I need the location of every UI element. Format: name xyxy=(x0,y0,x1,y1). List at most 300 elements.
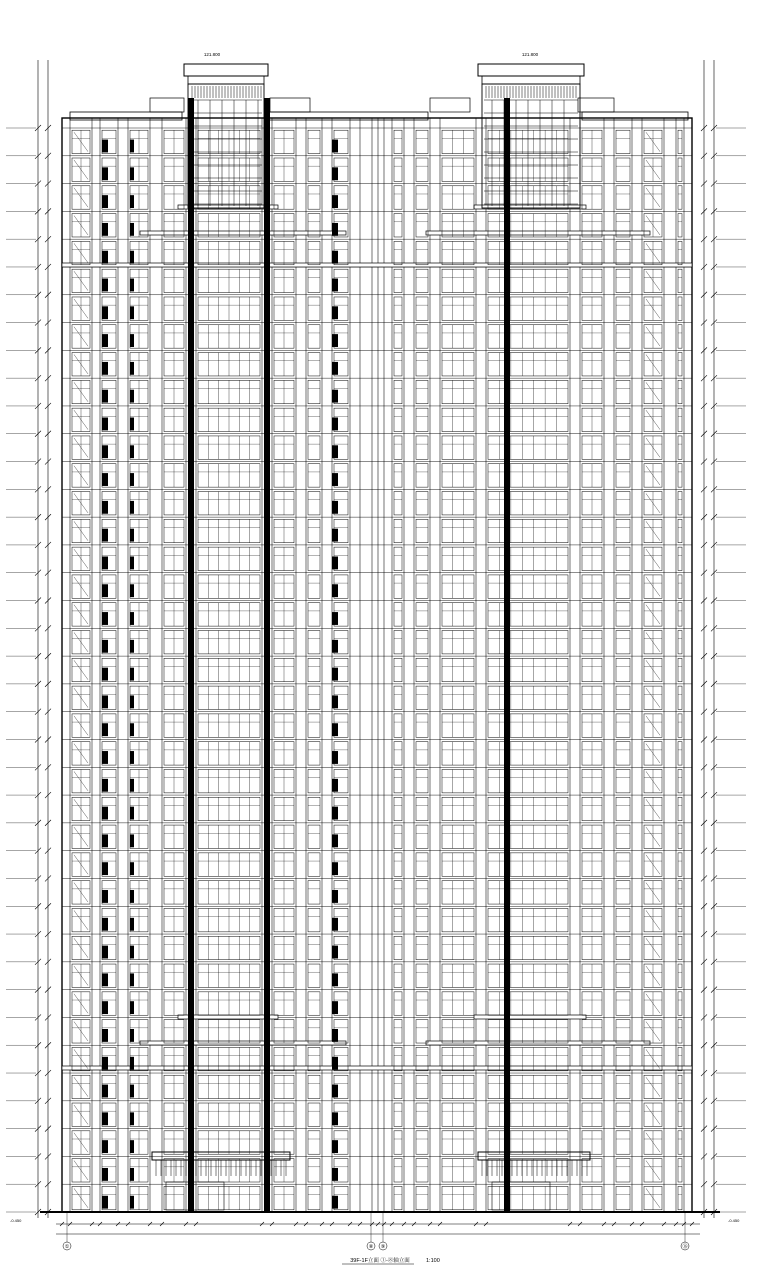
window-frame xyxy=(394,297,402,320)
dark-panel xyxy=(130,751,134,764)
window-frame xyxy=(394,1103,402,1126)
window-frame xyxy=(394,825,402,848)
window-frame xyxy=(416,130,428,153)
window-frame xyxy=(678,325,682,348)
window-frame xyxy=(488,1020,568,1043)
window-frame xyxy=(442,241,474,264)
window-frame xyxy=(308,547,320,570)
window-frame xyxy=(308,908,320,931)
dark-panel xyxy=(102,612,108,625)
window-frame xyxy=(442,1020,474,1043)
window-frame xyxy=(678,519,682,542)
window-frame xyxy=(394,714,402,737)
window-frame xyxy=(416,1103,428,1126)
dark-panel xyxy=(130,1029,134,1042)
axis-marker-8 xyxy=(367,1242,375,1250)
window-frame xyxy=(394,547,402,570)
window-frame xyxy=(442,853,474,876)
building-structure xyxy=(62,98,692,1212)
window-frame xyxy=(616,1103,630,1126)
window-frame xyxy=(678,881,682,904)
window-frame xyxy=(442,742,474,765)
dark-panel xyxy=(332,167,338,180)
dark-panel xyxy=(102,946,108,959)
window-frame xyxy=(678,436,682,459)
window-frame xyxy=(488,1103,568,1126)
window-frame xyxy=(488,408,568,431)
window-frame xyxy=(678,908,682,931)
dark-panel xyxy=(102,862,108,875)
dark-panel xyxy=(332,834,338,847)
dark-panel xyxy=(332,1029,338,1042)
dark-panel xyxy=(130,362,134,375)
roof-box-1 xyxy=(150,98,184,112)
window-frame xyxy=(616,992,630,1015)
window-frame xyxy=(616,269,630,292)
window-frame xyxy=(394,1075,402,1098)
window-frame xyxy=(416,547,428,570)
window-frame xyxy=(308,436,320,459)
window-frame xyxy=(616,130,630,153)
window-frame xyxy=(442,964,474,987)
dark-panel xyxy=(332,751,338,764)
dark-panel xyxy=(102,334,108,347)
ground-elevation-right: -0.450 xyxy=(728,1218,740,1223)
window-frame xyxy=(442,797,474,820)
window-frame xyxy=(308,380,320,403)
dark-panel xyxy=(332,779,338,792)
window-frame xyxy=(616,186,630,209)
window-frame xyxy=(442,436,474,459)
crown-left xyxy=(184,64,268,208)
window-frame xyxy=(678,130,682,153)
dark-panel xyxy=(102,279,108,292)
dark-panel xyxy=(130,973,134,986)
window-frame xyxy=(394,1159,402,1182)
window-frame xyxy=(488,1075,568,1098)
window-frame xyxy=(416,769,428,792)
dark-panel xyxy=(102,890,108,903)
dark-panel xyxy=(332,584,338,597)
dark-panel xyxy=(130,918,134,931)
dark-panel xyxy=(130,695,134,708)
window-frame xyxy=(416,575,428,598)
window-frame xyxy=(394,269,402,292)
window-grid xyxy=(72,130,682,1210)
dark-panel xyxy=(332,334,338,347)
window-frame xyxy=(416,714,428,737)
dark-panel xyxy=(130,1168,134,1181)
drawing-title: 39F-1F立面 ①-⑧轴立面 xyxy=(350,1258,410,1264)
drawing-title-block xyxy=(342,1256,440,1264)
window-frame xyxy=(678,742,682,765)
roof-box-2 xyxy=(270,98,310,112)
window-frame xyxy=(416,158,428,181)
window-frame xyxy=(442,464,474,487)
window-frame xyxy=(442,547,474,570)
dark-panel xyxy=(130,668,134,681)
window-frame xyxy=(616,464,630,487)
window-frame xyxy=(308,742,320,765)
dark-panel xyxy=(332,1085,338,1098)
window-frame xyxy=(678,269,682,292)
window-frame xyxy=(394,519,402,542)
dark-panel xyxy=(130,223,134,236)
window-frame xyxy=(394,241,402,264)
dark-panel xyxy=(102,306,108,319)
window-frame xyxy=(678,658,682,681)
belt-band xyxy=(62,1066,692,1070)
window-frame xyxy=(678,380,682,403)
window-frame xyxy=(442,769,474,792)
window-frame xyxy=(488,1186,568,1209)
dark-panel xyxy=(332,362,338,375)
window-frame xyxy=(442,353,474,376)
window-frame xyxy=(442,325,474,348)
window-frame xyxy=(442,408,474,431)
window-frame xyxy=(442,519,474,542)
belt-band xyxy=(474,1015,586,1019)
window-frame xyxy=(416,380,428,403)
window-frame xyxy=(308,325,320,348)
dark-panel xyxy=(102,1029,108,1042)
window-frame xyxy=(488,353,568,376)
dark-panel xyxy=(130,556,134,569)
window-frame xyxy=(416,742,428,765)
window-frame xyxy=(416,464,428,487)
window-frame xyxy=(394,881,402,904)
dark-panel xyxy=(102,668,108,681)
window-frame xyxy=(442,1131,474,1154)
axis-marker-1 xyxy=(63,1242,71,1250)
window-frame xyxy=(308,797,320,820)
dark-panel xyxy=(130,195,134,208)
window-frame xyxy=(416,964,428,987)
dark-panel xyxy=(332,473,338,486)
dark-panel xyxy=(130,390,134,403)
window-frame xyxy=(488,936,568,959)
dark-panel xyxy=(332,946,338,959)
dark-panel xyxy=(332,529,338,542)
window-frame xyxy=(308,603,320,626)
dark-panel xyxy=(332,195,338,208)
window-frame xyxy=(678,353,682,376)
roof-box-3 xyxy=(430,98,470,112)
dark-panel xyxy=(102,473,108,486)
window-frame xyxy=(488,769,568,792)
window-frame xyxy=(308,1075,320,1098)
window-frame xyxy=(488,1159,568,1182)
window-frame xyxy=(394,492,402,515)
window-frame xyxy=(488,992,568,1015)
window-frame xyxy=(308,186,320,209)
dark-panel xyxy=(332,1140,338,1153)
window-frame xyxy=(488,631,568,654)
dark-panel xyxy=(130,723,134,736)
window-frame xyxy=(678,186,682,209)
dark-panel xyxy=(102,362,108,375)
dark-panel xyxy=(130,779,134,792)
dark-panel xyxy=(332,279,338,292)
parapet-right xyxy=(582,112,688,120)
dark-panel xyxy=(102,1085,108,1098)
window-frame xyxy=(416,797,428,820)
window-frame xyxy=(394,158,402,181)
dark-panel xyxy=(130,1140,134,1153)
window-frame xyxy=(488,380,568,403)
window-frame xyxy=(308,241,320,264)
dimension-lines xyxy=(6,60,746,1242)
dark-panel xyxy=(102,751,108,764)
window-frame xyxy=(416,1186,428,1209)
window-frame xyxy=(488,853,568,876)
window-frame xyxy=(308,1131,320,1154)
window-frame xyxy=(442,130,474,153)
window-frame xyxy=(488,241,568,264)
window-frame xyxy=(442,575,474,598)
dark-panel xyxy=(130,946,134,959)
core-strip xyxy=(264,98,270,1212)
window-frame xyxy=(394,380,402,403)
window-frame xyxy=(678,603,682,626)
window-frame xyxy=(308,881,320,904)
window-frame xyxy=(416,353,428,376)
window-frame xyxy=(616,631,630,654)
dark-panel xyxy=(130,807,134,820)
window-frame xyxy=(442,603,474,626)
window-frame xyxy=(678,936,682,959)
dark-panel xyxy=(130,529,134,542)
window-frame xyxy=(308,158,320,181)
belt-band xyxy=(426,231,650,235)
window-frame xyxy=(678,1075,682,1098)
dark-panel xyxy=(332,390,338,403)
window-frame xyxy=(308,1103,320,1126)
window-frame xyxy=(488,908,568,931)
window-frame xyxy=(442,186,474,209)
window-frame xyxy=(308,769,320,792)
window-frame xyxy=(488,603,568,626)
dark-panel xyxy=(102,1196,108,1209)
window-frame xyxy=(616,547,630,570)
dark-panel xyxy=(130,501,134,514)
window-frame xyxy=(488,714,568,737)
dark-panel xyxy=(332,973,338,986)
dark-panel xyxy=(102,1001,108,1014)
window-frame xyxy=(488,492,568,515)
svg-text:⑨: ⑨ xyxy=(380,1244,386,1250)
window-frame xyxy=(416,992,428,1015)
dark-panel xyxy=(332,556,338,569)
window-frame xyxy=(416,186,428,209)
window-frame xyxy=(416,908,428,931)
window-frame xyxy=(394,130,402,153)
dark-panel xyxy=(102,251,108,264)
window-frame xyxy=(416,519,428,542)
dark-panel xyxy=(102,390,108,403)
core-strip xyxy=(188,98,194,1212)
window-frame xyxy=(442,1186,474,1209)
window-frame xyxy=(488,325,568,348)
window-frame xyxy=(678,853,682,876)
dark-panel xyxy=(332,1112,338,1125)
window-frame xyxy=(678,158,682,181)
window-frame xyxy=(488,575,568,598)
ground-elevation-left: -0.450 xyxy=(10,1218,22,1223)
window-frame xyxy=(616,325,630,348)
window-frame xyxy=(308,631,320,654)
window-frame xyxy=(416,853,428,876)
window-frame xyxy=(308,492,320,515)
dark-panel xyxy=(102,223,108,236)
window-frame xyxy=(308,658,320,681)
dark-panel xyxy=(332,612,338,625)
window-frame xyxy=(616,492,630,515)
window-frame xyxy=(678,992,682,1015)
window-frame xyxy=(678,769,682,792)
window-frame xyxy=(616,1186,630,1209)
window-frame xyxy=(616,297,630,320)
window-frame xyxy=(416,881,428,904)
window-frame xyxy=(394,742,402,765)
dark-panel xyxy=(102,779,108,792)
window-frame xyxy=(416,936,428,959)
window-frame xyxy=(616,936,630,959)
window-frame xyxy=(488,881,568,904)
window-frame xyxy=(442,269,474,292)
dark-panel xyxy=(332,1168,338,1181)
window-frame xyxy=(488,742,568,765)
window-frame xyxy=(308,714,320,737)
dark-panel xyxy=(130,473,134,486)
window-frame xyxy=(416,603,428,626)
dark-panel xyxy=(332,890,338,903)
dark-panel xyxy=(332,306,338,319)
window-frame xyxy=(488,825,568,848)
window-frame xyxy=(616,241,630,264)
window-frame xyxy=(308,269,320,292)
window-frame xyxy=(394,408,402,431)
window-frame xyxy=(678,686,682,709)
window-frame xyxy=(616,436,630,459)
window-frame xyxy=(394,908,402,931)
window-frame xyxy=(616,408,630,431)
window-frame xyxy=(394,325,402,348)
window-frame xyxy=(416,658,428,681)
window-frame xyxy=(416,1159,428,1182)
window-frame xyxy=(488,797,568,820)
window-frame xyxy=(308,575,320,598)
roof-box-4 xyxy=(578,98,614,112)
window-frame xyxy=(416,436,428,459)
dark-panel xyxy=(102,918,108,931)
window-frame xyxy=(308,464,320,487)
window-frame xyxy=(308,1020,320,1043)
dark-panel xyxy=(130,306,134,319)
dark-panel xyxy=(130,1001,134,1014)
window-frame xyxy=(616,1159,630,1182)
window-frame xyxy=(488,1131,568,1154)
window-frame xyxy=(678,1020,682,1043)
dark-panel xyxy=(102,140,108,153)
window-frame xyxy=(616,603,630,626)
window-frame xyxy=(308,408,320,431)
window-frame xyxy=(308,936,320,959)
window-frame xyxy=(394,936,402,959)
window-frame xyxy=(442,908,474,931)
window-frame xyxy=(678,631,682,654)
dark-panel xyxy=(332,668,338,681)
window-frame xyxy=(678,1186,682,1209)
window-frame xyxy=(678,1131,682,1154)
window-frame xyxy=(616,658,630,681)
window-frame xyxy=(488,464,568,487)
dark-panel xyxy=(130,1085,134,1098)
window-frame xyxy=(488,519,568,542)
dark-panel xyxy=(102,167,108,180)
window-frame xyxy=(394,853,402,876)
dark-panel xyxy=(102,1168,108,1181)
dark-panel xyxy=(332,807,338,820)
window-frame xyxy=(394,631,402,654)
dark-panel xyxy=(332,445,338,458)
window-frame xyxy=(442,380,474,403)
dark-panel xyxy=(102,723,108,736)
window-frame xyxy=(488,297,568,320)
svg-text:①: ① xyxy=(64,1244,70,1250)
window-frame xyxy=(308,353,320,376)
window-frame xyxy=(442,492,474,515)
window-frame xyxy=(678,575,682,598)
window-frame xyxy=(394,658,402,681)
window-frame xyxy=(616,964,630,987)
dark-panel xyxy=(130,890,134,903)
dark-panel xyxy=(130,140,134,153)
dark-panel xyxy=(332,918,338,931)
window-frame xyxy=(394,603,402,626)
window-frame xyxy=(488,436,568,459)
window-frame xyxy=(678,214,682,237)
window-frame xyxy=(678,714,682,737)
dark-panel xyxy=(130,612,134,625)
roof-elevation-left: 121.800 xyxy=(203,52,221,57)
window-frame xyxy=(394,992,402,1015)
window-frame xyxy=(416,686,428,709)
dark-panel xyxy=(102,584,108,597)
window-frame xyxy=(678,297,682,320)
window-frame xyxy=(416,1075,428,1098)
dark-panel xyxy=(102,556,108,569)
window-frame xyxy=(416,325,428,348)
dark-panel xyxy=(332,695,338,708)
window-frame xyxy=(442,658,474,681)
window-frame xyxy=(442,936,474,959)
window-frame xyxy=(394,575,402,598)
window-frame xyxy=(394,1131,402,1154)
window-frame xyxy=(488,964,568,987)
window-frame xyxy=(394,686,402,709)
window-frame xyxy=(394,964,402,987)
dark-panel xyxy=(130,1057,134,1070)
dark-panel xyxy=(102,1057,108,1070)
window-frame xyxy=(616,1020,630,1043)
window-frame xyxy=(442,158,474,181)
window-frame xyxy=(308,1159,320,1182)
window-frame xyxy=(678,241,682,264)
window-frame xyxy=(416,297,428,320)
window-frame xyxy=(416,1020,428,1043)
dark-panel xyxy=(102,834,108,847)
